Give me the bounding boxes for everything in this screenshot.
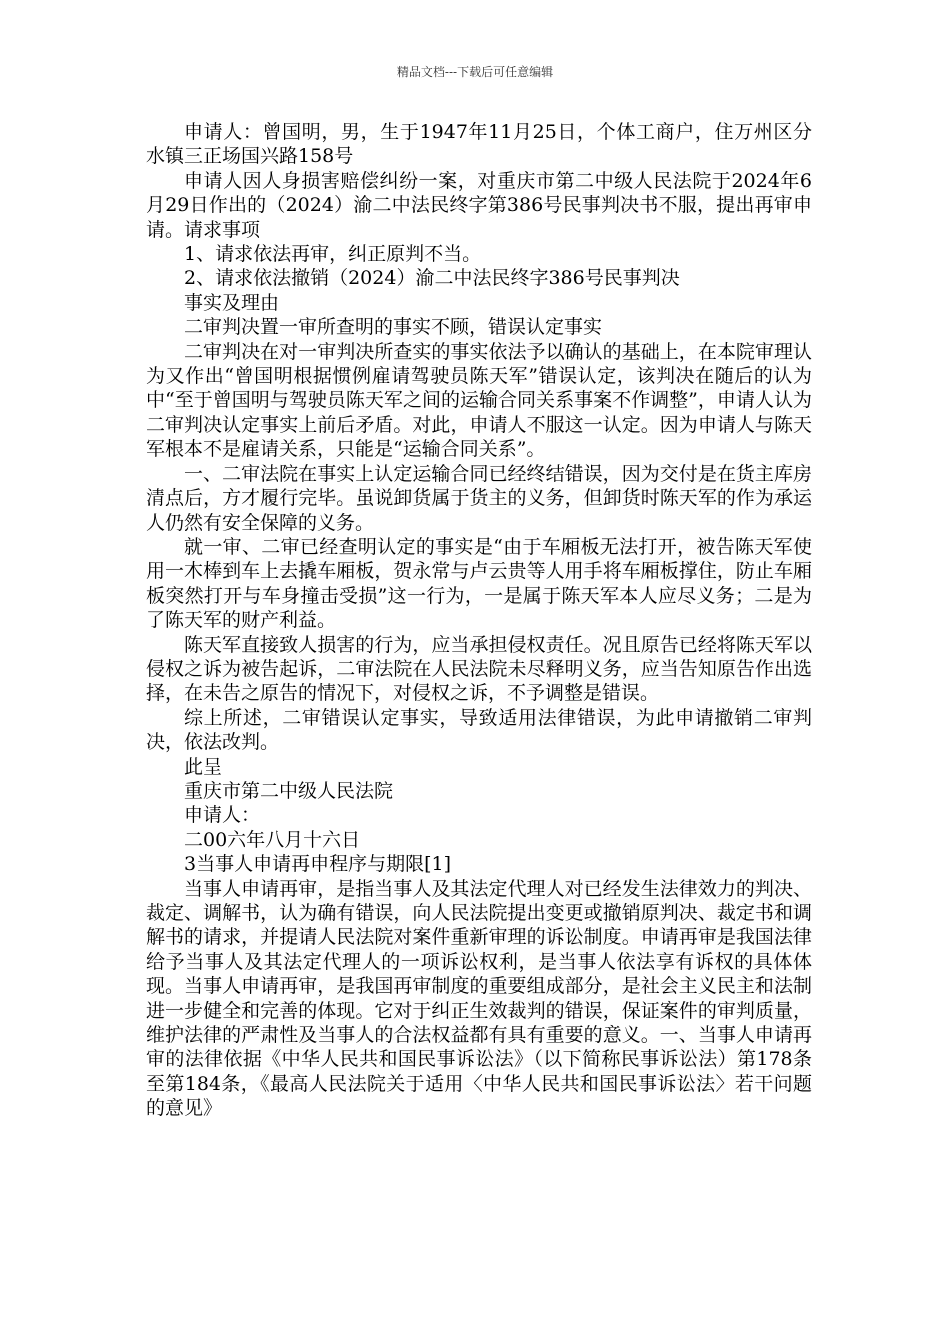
paragraph-case-intro: 申请人因人身损害赔偿纠纷一案，对重庆市第二中级人民法院于2024年6月29日作出的（2024）渝二中法民终字第386号民事判决书不服，提出再审申请。请求事项 [146, 169, 812, 241]
section-heading-facts: 事实及理由 [184, 291, 280, 314]
paragraph-date: 二00六年八月十六日 [184, 828, 361, 851]
paragraph-point-heading: 二审判决置一审所查明的事实不顾，错误认定事实 [184, 316, 603, 339]
paragraph-applicant-info: 申请人：曾国明，男，生于1947年11月25日，个体工商户，住万州区分水镇三正场国兴路158号 [146, 121, 812, 168]
paragraph-procedure-body: 当事人申请再审，是指当事人及其法定代理人对已经发生法律效力的判决、裁定、调解书，认为确有错误，向人民法院提出变更或撤销原判决、裁定书和调解书的请求，并提请人民法院对案件重新审理的诉讼制度。申请再审是我国法律给予当事人及其法定代理人的一项诉讼权利，是当事人依法享有诉权的具体体现。当事人申请再审，是我国再审制度的重要组成部分，是社会主义民主和法制进一步健全和完善的体现。它对于纠正生效裁判的错误，保证案件的审判质量，维护法律的严肃性及当事人的合法权益都有具有重要的意义。一、当事人申请再审的法律依据《中华人民共和国民事诉讼法》（以下简称民事诉讼法）第178条至第184条，《最高人民法院关于适用〈中华人民共和国民事诉讼法〉若干问题的意见》 [146, 877, 812, 1120]
paragraph-conclusion: 综上所述，二审错误认定事实，导致适用法律错误，为此申请撤销二审判决，依法改判。 [146, 706, 812, 754]
page-header: 精品文档---下载后可任意编辑 [396, 65, 554, 79]
paragraph-court-name: 重庆市第二中级人民法院 [184, 779, 394, 802]
paragraph-argument-4: 陈天军直接致人损害的行为，应当承担侵权责任。况且原告已经将陈天军以侵权之诉为被告起诉，二审法院在人民法院未尽释明义务，应当告知原告作出选择，在未告之原告的情况下，对侵权之诉，不予调整是错误。 [146, 633, 812, 705]
paragraph-argument-3: 就一审、二审已经查明认定的事实是“由于车厢板无法打开，被告陈天军使用一木棒到车上去撬车厢板，贺永常与卢云贵等人用手将车厢板撑住，防止车厢板突然打开与车身撞击受损”这一行为，一是属于陈天军本人应尽义务；二是为了陈天军的财产利益。 [146, 535, 812, 632]
paragraph-submission: 此呈 [184, 755, 223, 778]
paragraph-request-1: 1、请求依法再审，纠正原判不当。 [184, 243, 482, 266]
paragraph-request-2: 2、请求依法撤销（2024）渝二中法民终字386号民事判决 [184, 267, 680, 290]
paragraph-signature-line: 申请人： [184, 804, 261, 827]
paragraph-argument-2: 一、二审法院在事实上认定运输合同已经终结错误，因为交付是在货主库房清点后，方才履行完毕。虽说卸货属于货主的义务，但卸货时陈天军的作为承运人仍然有安全保障的义务。 [146, 462, 812, 534]
document-body [146, 120, 812, 1121]
section-heading-procedure: 3当事人申请再申程序与期限[1] [184, 853, 452, 876]
paragraph-argument-1: 二审判决在对一审判决所查实的事实依法予以确认的基础上，在本院审理认为又作出“曾国明根据惯例雇请驾驶员陈天军”错误认定，该判决在随后的认为中“至于曾国明与驾驶员陈天军之间的运输合同关系事案不作调整”，申请人认为二审判决认定事实上前后矛盾。对此，申请人不服这一认定。因为申请人与陈天军根本不是雇请关系，只能是“运输合同关系”。 [146, 340, 812, 461]
